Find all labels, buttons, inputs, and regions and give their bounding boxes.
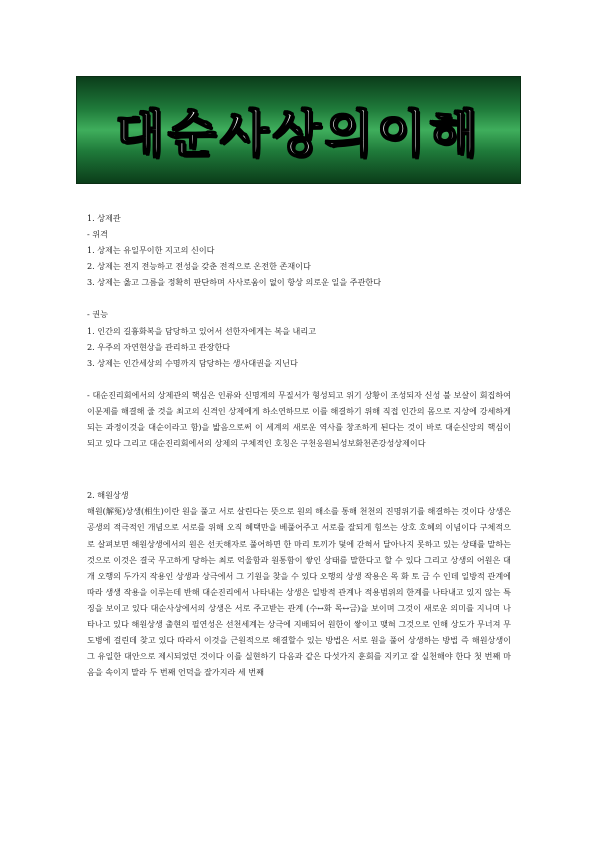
subsection-label: - 권능 [87, 309, 108, 320]
section-heading: 2. 해원상생 [87, 490, 129, 501]
list-item: 3. 상제는 옳고 그름을 정확히 판단하며 사사로움이 없이 항상 의로운 일을 주관한다 [87, 277, 382, 288]
list-item: 2. 우주의 자연현상을 관리하고 관장한다 [87, 341, 231, 352]
body-paragraph: - 대순진리회에서의 상제관의 핵심은 인류와 신명계의 무질서가 형성되고 위기 상황이 조성되자 신성 불 보살이 회집하여 이문제를 해결해 줄 것을 최고의 신격인 상제에게 하소연하므로 이를 해결하기 위해 직접 인간의 몸으로 지상에 강세하게 되는 과정이것을 대순이라고 함)을 밟음으로써 이 세계의 새로운 역사를 창조하게 된다는 것이 바로 대순신앙의 핵심이 되고 있다 그리고 대순진리회에서의 상제의 구체적인 호칭은 구천응원뇌성보화천존강성상제이다 [87, 389, 511, 449]
subsection-label: - 위격 [87, 229, 108, 240]
body-paragraph: 해원(解冤)상생(相生)이란 원을 풀고 서로 살린다는 뜻으로 원의 해소를 통해 천천의 진명위기를 해결하는 것이다 상생은 공생의 적극적인 개념으로 서로를 위해 오직 혜택만을 베풀어주고 서로를 잘되게 힘쓰는 상호 호혜의 이념이다 구체적으로 살펴보면 해원상생에서의 원은 선天해자로 풀어하면 한 마리 토끼가 덫에 갇혀서 달아나지 못하고 있는 상태를 말하는 것으로 이것은 결국 무고하게 당하는 최로 억울함과 원통함이 쌓인 상태를 말한다고 할 수 있다 그리고 상생의 어원은 대개 오행의 두가지 작용인 상생과 상극에서 그 기원을 찾을 수 있다 오행의 상생 작용은 목 화 토 금 수 인데 일방적 관계에 따라 생생 작용을 이루는데 반해 대순진리에서 나타내는 상생은 일방적 관계나 적용범위의 한계를 나타내고 있지 않는 특징을 보이고 있다 대순사상에서의 상생은 서로 주고받는 관계 (수↔화 목↔금)을 보이며 그것이 새로운 의미를 지니며 나타나고 있다 해원상생 출현의 필연성은 선천세계는 상극에 지배되어 원한이 쌓이고 맺혀 그것으로 인해 상도가 무너져 무도병에 걸린데 찾고 있다 따라서 이것을 근원적으로 해결할수 있는 방법은 서로 원을 풀어 상생하는 방법 즉 해원상생이 그 유일한 대안으로 제시되었던 것이다 이를 실현하기 다음과 같은 다섯가지 훈회를 지키고 잘 실천해야 한다 첫 번째 마음을 속이지 말라 두 번째 언덕을 잘가지라 세 번째 [87, 506, 511, 678]
list-item: 2. 상제는 전지 전능하고 전성을 갖춘 전적으로 온전한 존재이다 [87, 261, 311, 272]
list-item: 3. 상제는 인간세상의 수명까지 담당하는 생사대권을 지닌다 [87, 357, 298, 368]
document-title: 대순사상의이해 [115, 105, 482, 163]
section-heading: 1. 상제관 [87, 213, 121, 223]
document-body [87, 210, 511, 680]
list-item: 1. 인간의 길흉화복을 담당하고 있어서 선한자에게는 복을 내리고 [87, 325, 317, 336]
title-banner [76, 76, 521, 184]
list-item: 1. 상제는 유일무이한 지고의 신이다 [87, 245, 215, 256]
